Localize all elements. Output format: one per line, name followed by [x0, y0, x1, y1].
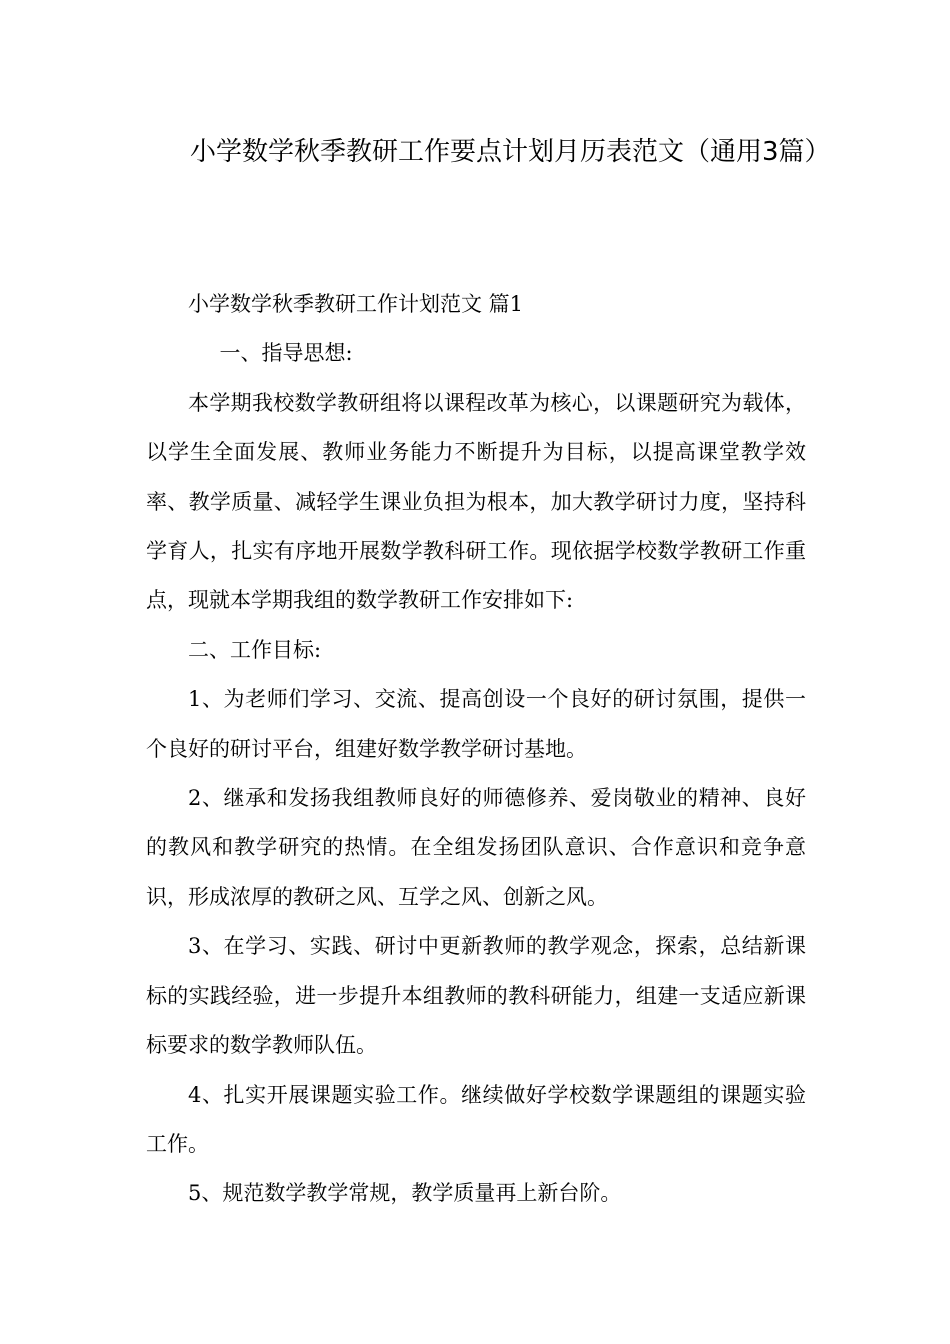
section-heading: 小学数学秋季教研工作计划范文 篇1	[188, 292, 524, 316]
list-item: 5、规范数学教学常规，教学质量再上新台阶。	[188, 1181, 622, 1206]
subheading-work-goals: 二、工作目标:	[188, 637, 322, 662]
list-item: 3、在学习、实践、研讨中更新教师的教学观念，探索，总结新课标的实践经验，进一步提升本组教师的教科研能力，组建一支适应新课标要求的数学教师队伍。	[146, 934, 806, 1058]
list-item: 4、扎实开展课题实验工作。继续做好学校数学课题组的课题实验工作。	[146, 1082, 806, 1156]
document-body	[146, 280, 806, 1219]
list-item: 2、继承和发扬我组教师良好的师德修养、爱岗敬业的精神、良好的教风和教学研究的热情。在全组发扬团队意识、合作意识和竞争意识，形成浓厚的教研之风、互学之风、创新之风。	[146, 786, 806, 909]
subheading-guiding-ideology: 一、指导思想:	[219, 341, 353, 366]
document-title: 小学数学秋季教研工作要点计划月历表范文（通用3篇）	[190, 137, 831, 167]
list-item: 1、为老师们学习、交流、提高创设一个良好的研讨氛围，提供一个良好的研讨平台，组建好数学教学研讨基地。	[146, 687, 806, 761]
paragraph: 本学期我校数学教研组将以课程改革为核心，以课题研究为载体，以学生全面发展、教师业务能力不断提升为目标，以提高课堂教学效率、教学质量、减轻学生课业负担为根本，加大教学研讨力度，坚持科学育人，扎实有序地开展数学教科研工作。现依据学校数学教研工作重点，现就本学期我组的数学教研工作安排如下:	[146, 390, 806, 613]
